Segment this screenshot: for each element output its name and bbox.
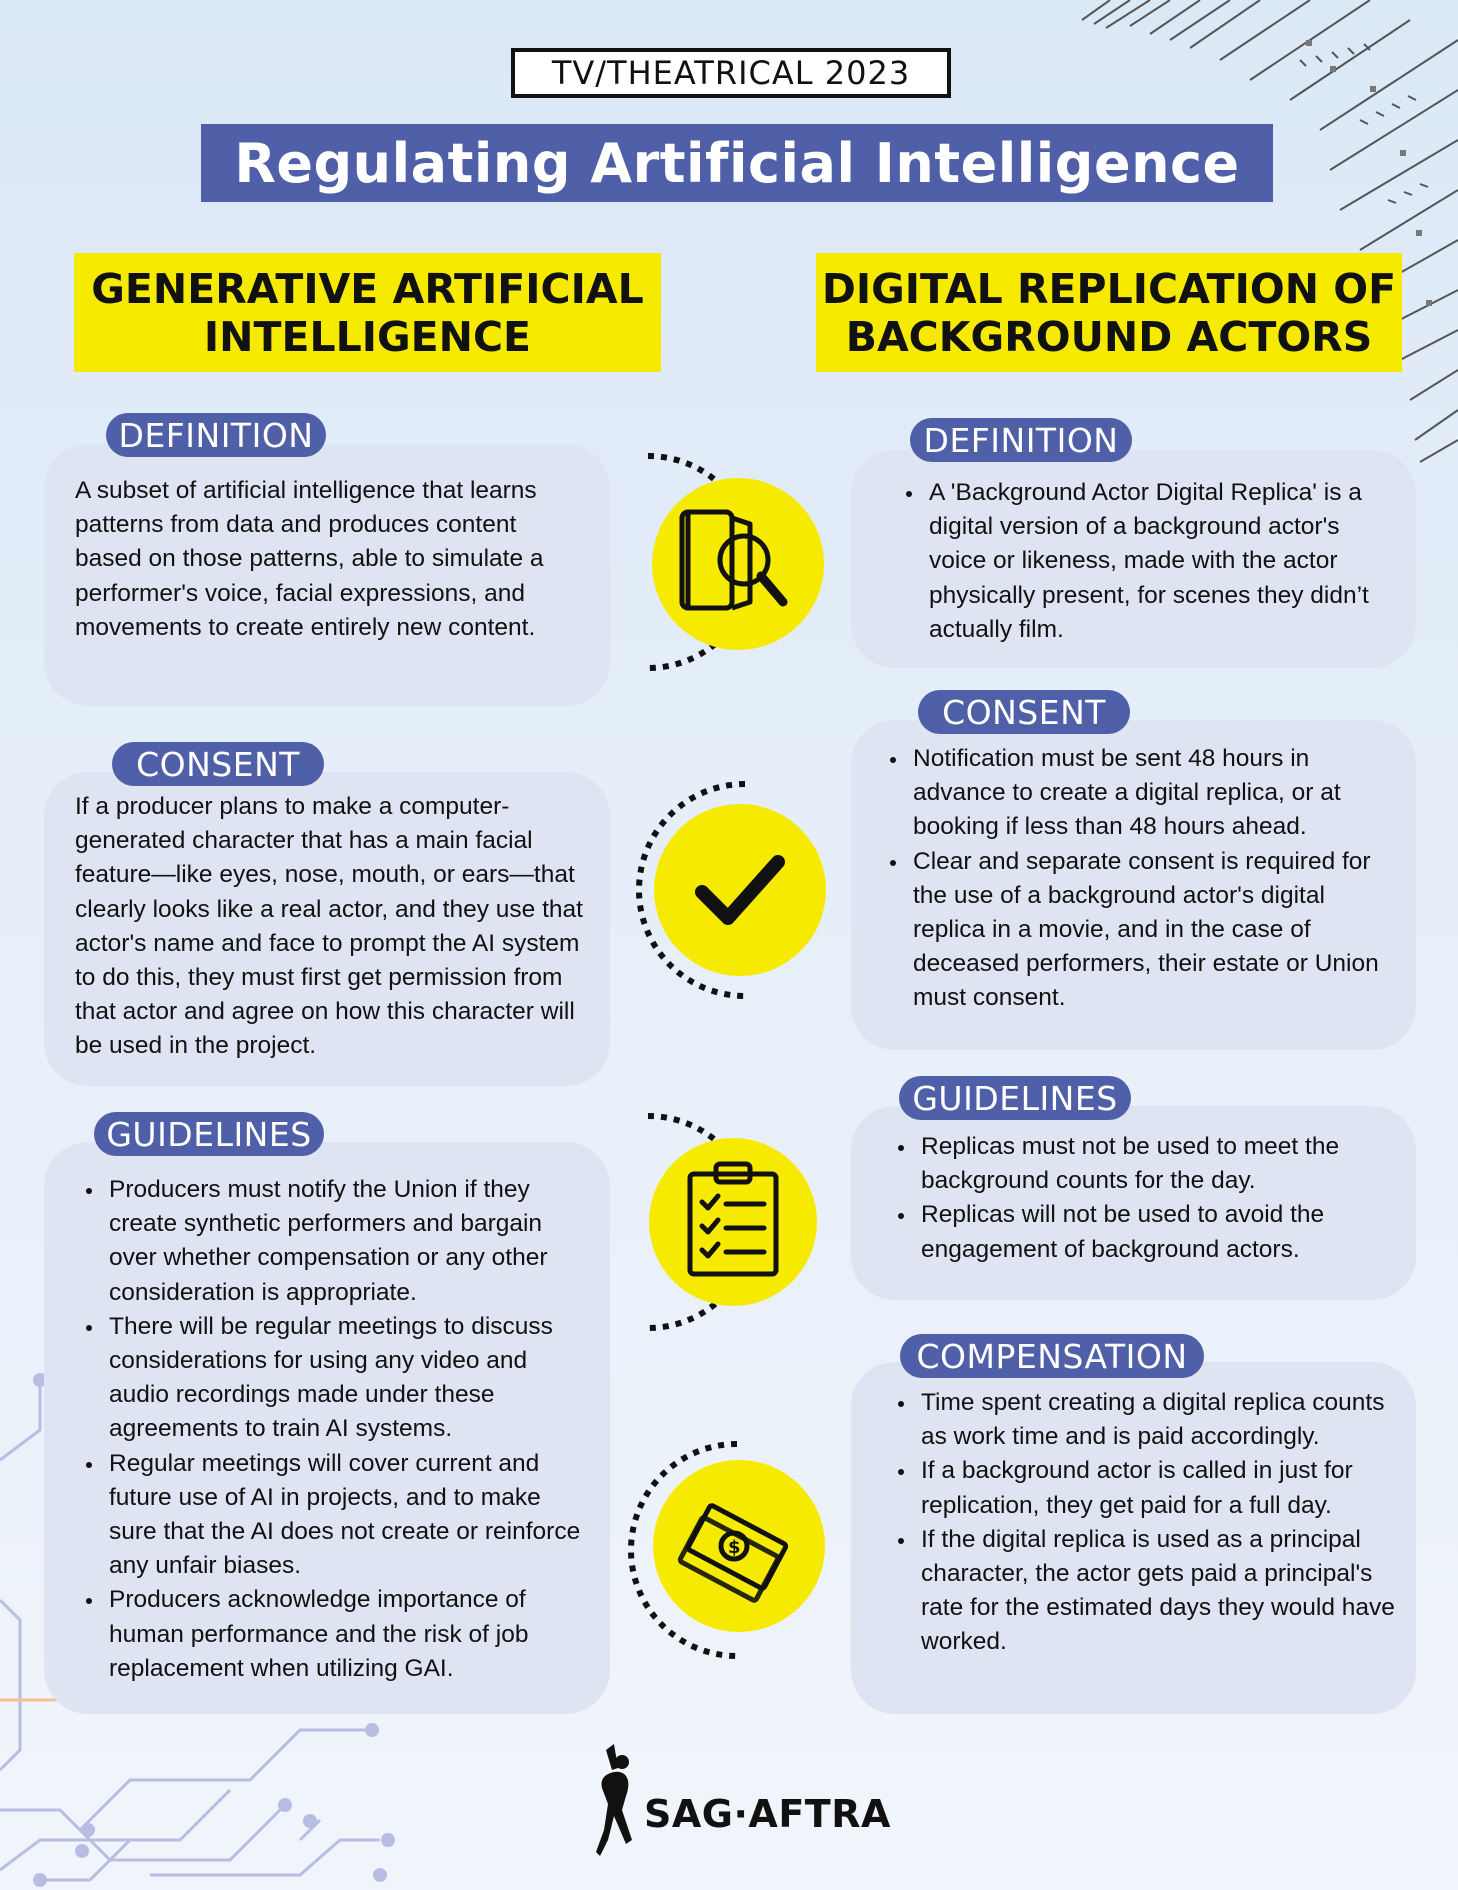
replica-guidelines-list — [887, 1130, 1396, 1267]
gai-guidelines-label: GUIDELINES — [94, 1112, 324, 1156]
page-title: Regulating Artificial Intelligence — [201, 124, 1273, 202]
gai-guidelines-card — [44, 1142, 610, 1714]
gai-consent-text: If a producer plans to make a computer-generated character that has a main facial feature—like eyes, nose, mouth, or ears—that clearly looks like a real actor, and they use that actor's name and face to prompt the AI system to do this, they must first get permission from that actor and agree on how this character will be used in the project. — [75, 793, 583, 1060]
list-item: Clear and separate consent is required for the use of a background actor's digital replica in a movie, and in the case of deceased performers, their estate or Union must consent. — [879, 845, 1396, 1016]
dollar-sign: $ — [728, 1537, 741, 1558]
left-heading-line1: GENERATIVE ARTIFICIAL — [91, 264, 644, 313]
list-item: Replicas will not be used to avoid the engagement of background actors. — [887, 1198, 1396, 1266]
performer-figure-icon — [592, 1740, 652, 1860]
replica-compensation-card — [851, 1362, 1416, 1714]
clipboard-checklist-icon — [630, 1112, 840, 1332]
list-item: Notification must be sent 48 hours in advance to create a digital replica, or at booking if less than 48 hours ahead. — [879, 742, 1396, 845]
gai-definition-card — [44, 444, 610, 706]
right-heading-line1: DIGITAL REPLICATION OF — [821, 264, 1397, 313]
circuit-decoration-top-right — [1070, 0, 1458, 470]
left-column-heading — [74, 253, 661, 372]
replica-definition-list — [895, 476, 1396, 647]
list-item: Producers must notify the Union if they create synthetic performers and bargain over whether compensation or any other consideration is appropriate. — [75, 1173, 588, 1310]
replica-compensation-label: COMPENSATION — [900, 1334, 1204, 1378]
list-item: Regular meetings will cover current and future use of AI in projects, and to make sure that the AI does not create or reinforce any unfair biases. — [75, 1447, 588, 1584]
list-item: A 'Background Actor Digital Replica' is a digital version of a background actor's voice or likeness, made with the actor physically present, for scenes they didn’t actually film. — [895, 476, 1396, 647]
replica-guidelines-label: GUIDELINES — [899, 1076, 1131, 1120]
list-item: Time spent creating a digital replica counts as work time and is paid accordingly. — [887, 1386, 1396, 1454]
replica-compensation-list — [887, 1386, 1396, 1660]
replica-consent-card — [851, 720, 1416, 1050]
right-heading-line2: BACKGROUND ACTORS — [845, 312, 1373, 361]
replica-consent-label: CONSENT — [918, 690, 1130, 734]
gai-guidelines-list — [75, 1173, 588, 1686]
contract-year-tag: TV/THEATRICAL 2023 — [511, 48, 951, 98]
gai-definition-text: A subset of artificial intelligence that learns patterns from data and produces content based on those patterns, able to simulate a performer's voice, facial expressions, and movements to create entirely new content. — [75, 477, 544, 641]
book-search-icon — [630, 452, 840, 672]
list-item: Producers acknowledge importance of human performance and the risk of job replacement when utilizing GAI. — [75, 1583, 588, 1686]
gai-definition-label: DEFINITION — [106, 413, 326, 457]
list-item: If the digital replica is used as a principal character, the actor gets paid a principal's rate for the estimated days they would have worked. — [887, 1523, 1396, 1660]
gai-consent-card — [44, 772, 610, 1086]
list-item: Replicas must not be used to meet the background counts for the day. — [887, 1130, 1396, 1198]
logo-wordmark: SAG·AFTRA — [644, 1792, 891, 1836]
replica-definition-card — [851, 450, 1416, 668]
money-icon — [624, 1440, 834, 1660]
sag-aftra-logo — [592, 1740, 892, 1860]
replica-consent-list — [879, 742, 1396, 1016]
checkmark-icon — [632, 780, 842, 1000]
list-item: There will be regular meetings to discuss considerations for using any video and audio recordings made under these agreements to train AI systems. — [75, 1310, 588, 1447]
replica-definition-label: DEFINITION — [910, 418, 1132, 462]
left-heading-line2: INTELLIGENCE — [203, 312, 532, 361]
right-column-heading — [816, 253, 1402, 372]
replica-guidelines-card — [851, 1106, 1416, 1300]
list-item: If a background actor is called in just for replication, they get paid for a full day. — [887, 1454, 1396, 1522]
gai-consent-label: CONSENT — [112, 742, 324, 786]
